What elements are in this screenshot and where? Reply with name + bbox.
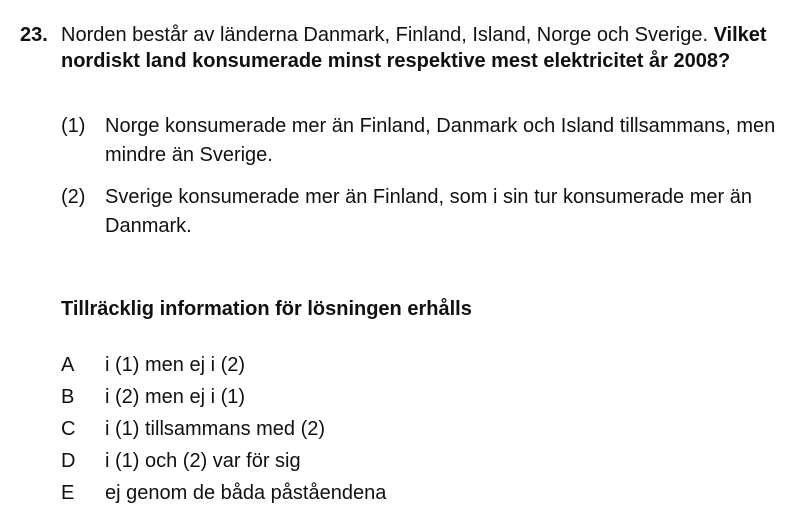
answer-options [61,350,661,510]
option-text: i (2) men ej i (1) [105,386,246,408]
statement-text: Sverige konsumerade mer än Finland, som i sin tur konsumerade mer än Danmark. [105,186,752,237]
option-letter: D [61,450,76,472]
statement-label: (2) [61,186,86,208]
statement-text: Norge konsumerade mer än Finland, Danmark och Island tillsammans, men mindre än Sverige. [105,115,776,166]
statement-1 [61,112,801,172]
option-text: ej genom de båda påståendena [105,482,387,504]
sufficiency-heading: Tillräcklig information för lösningen erhålls [61,298,472,320]
option-a[interactable] [61,350,661,382]
statement-label: (1) [61,115,86,137]
question-prompt: Vilket nordiskt land konsumerade minst respektive mest elektricitet år 2008? [61,24,767,72]
option-text: i (1) och (2) var för sig [105,450,301,472]
option-letter: A [61,354,75,376]
option-letter: E [61,482,75,504]
option-c[interactable] [61,414,661,446]
option-text: i (1) tillsammans med (2) [105,418,326,440]
question-intro: Norden består av länderna Danmark, Finland, Island, Norge och Sverige. [61,24,714,46]
option-letter: C [61,418,76,440]
question-text [61,22,801,74]
option-letter: B [61,386,75,408]
option-e[interactable] [61,478,661,510]
option-b[interactable] [61,382,661,414]
question-number: 23. [20,24,48,46]
option-d[interactable] [61,446,661,478]
statement-2 [61,183,801,243]
option-text: i (1) men ej i (2) [105,354,246,376]
